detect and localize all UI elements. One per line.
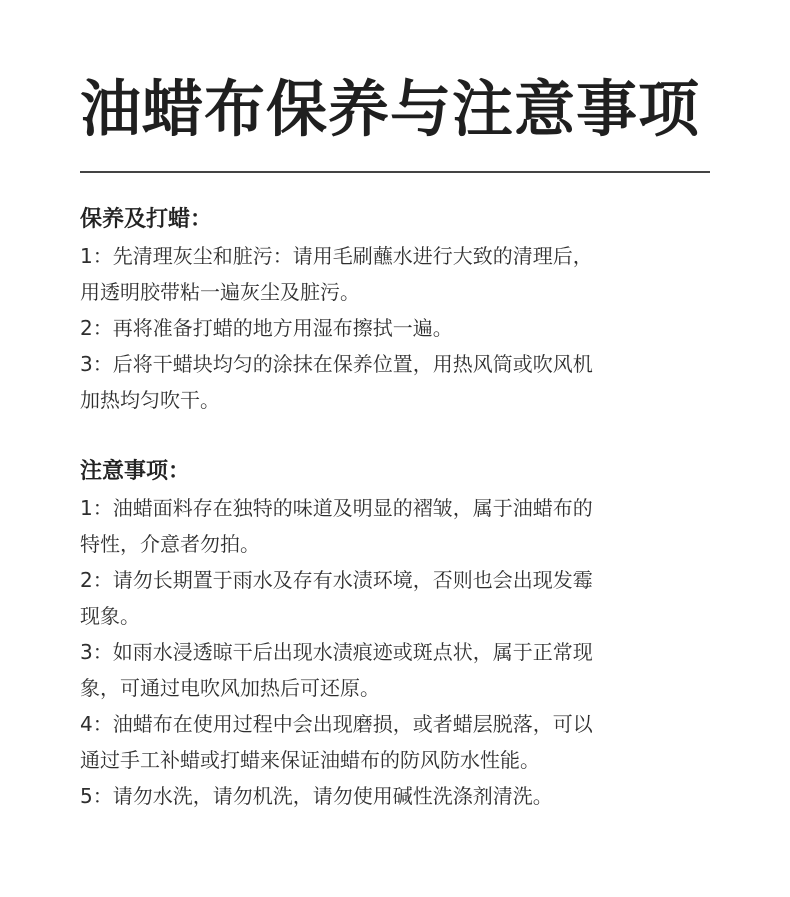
notes-line: 象，可通过电吹风加热后可还原。 xyxy=(80,676,380,700)
notes-line: 4：油蜡布在使用过程中会出现磨损，或者蜡层脱落，可以 xyxy=(80,712,593,736)
notes-heading: 注意事项： xyxy=(80,459,191,484)
care-line: 加热均匀吹干。 xyxy=(80,388,220,412)
title-divider xyxy=(80,171,710,173)
notes-line: 特性，介意者勿拍。 xyxy=(80,532,260,556)
care-line: 用透明胶带粘一遍灰尘及脏污。 xyxy=(80,280,360,304)
notes-section xyxy=(80,454,710,814)
notes-line: 现象。 xyxy=(80,604,140,628)
care-line: 1：先清理灰尘和脏污：请用毛刷蘸水进行大致的清理后， xyxy=(80,244,593,268)
page-title: 油蜡布保养与注意事项 xyxy=(80,74,701,145)
care-heading: 保养及打蜡： xyxy=(80,207,213,232)
notes-line: 1：油蜡面料存在独特的味道及明显的褶皱，属于油蜡布的 xyxy=(80,496,593,520)
care-line: 3：后将干蜡块均匀的涂抹在保养位置，用热风筒或吹风机 xyxy=(80,352,593,376)
notes-line: 通过手工补蜡或打蜡来保证油蜡布的防风防水性能。 xyxy=(80,748,540,772)
notes-line: 5：请勿水洗，请勿机洗，请勿使用碱性洗涤剂清洗。 xyxy=(80,784,553,808)
notes-line: 3：如雨水浸透晾干后出现水渍痕迹或斑点状，属于正常现 xyxy=(80,640,593,664)
care-section xyxy=(80,202,710,418)
care-line: 2：再将准备打蜡的地方用湿布擦拭一遍。 xyxy=(80,316,453,340)
notes-line: 2：请勿长期置于雨水及存有水渍环境，否则也会出现发霉 xyxy=(80,568,593,592)
